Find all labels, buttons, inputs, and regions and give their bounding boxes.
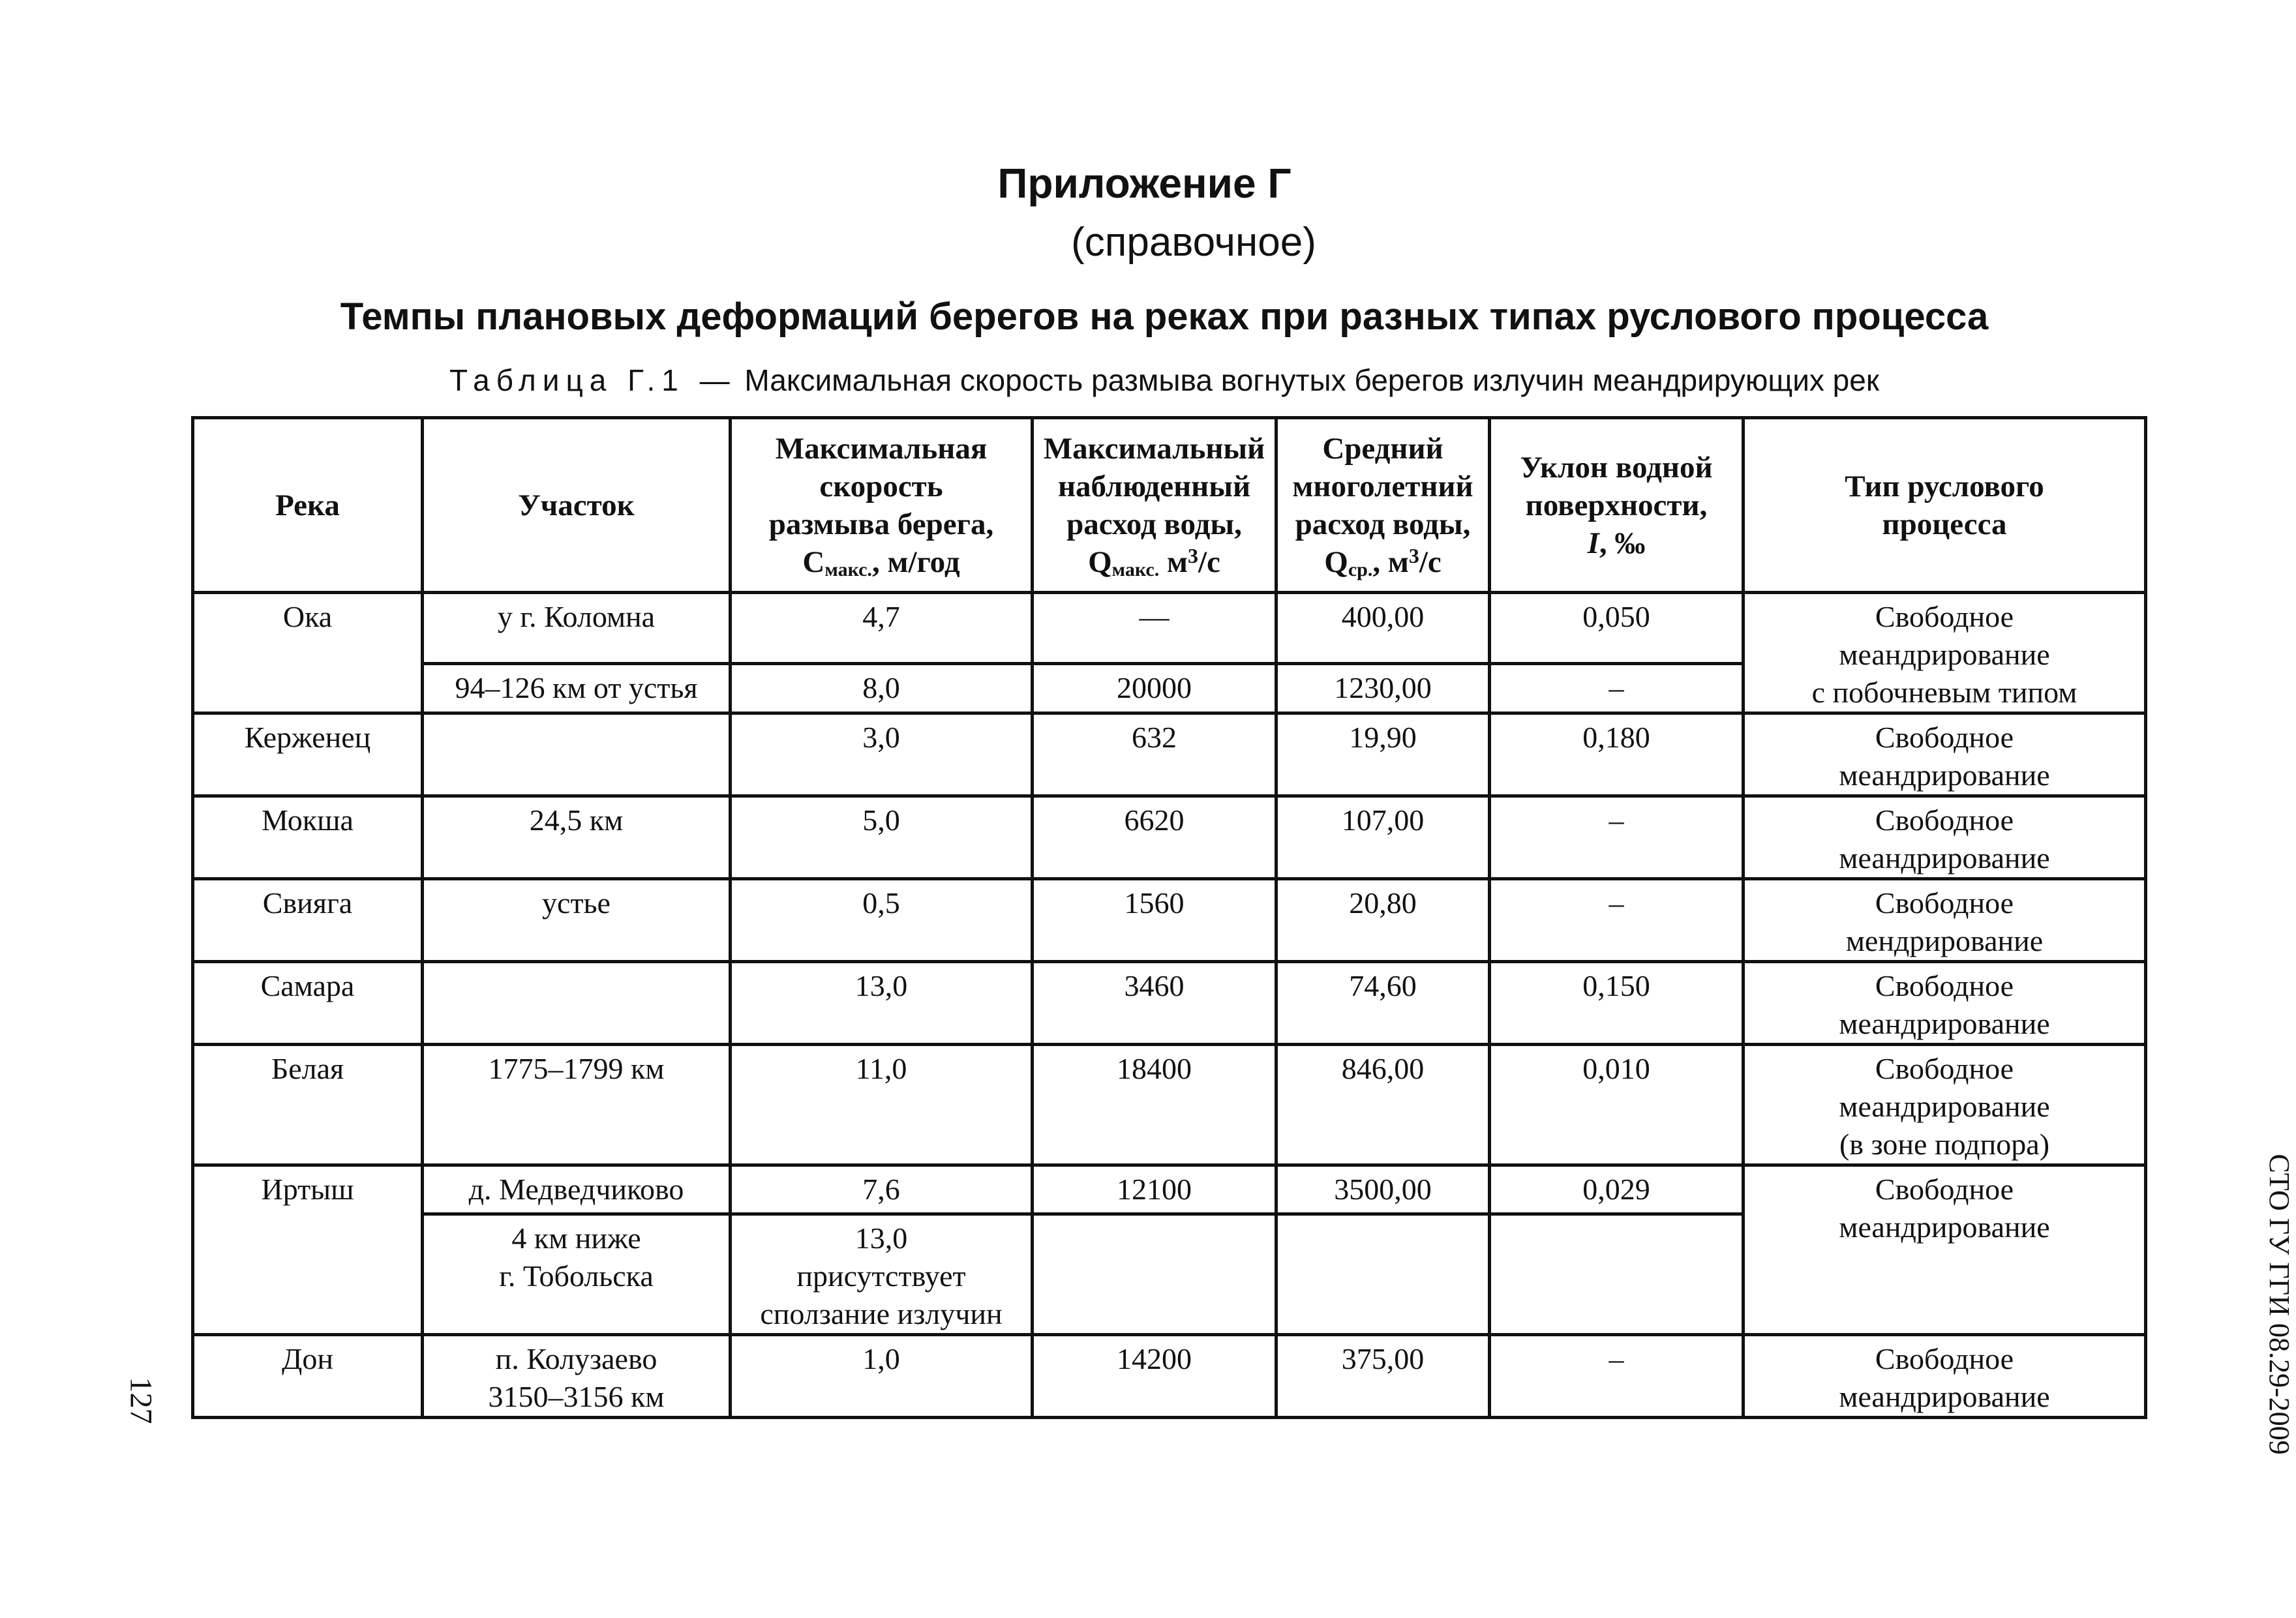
speed-cell: 8,0 [731, 663, 1033, 713]
slope-cell: 0,029 [1490, 1165, 1744, 1214]
header-slope-line: Уклон водной [1520, 450, 1713, 485]
max-discharge-cell: 18400 [1033, 1045, 1276, 1165]
section-cell [423, 713, 731, 796]
section-cell [423, 1335, 731, 1418]
header-maxq-line: Максимальный [1043, 431, 1265, 466]
process-type-line: (в зоне подпора) [1839, 1128, 2050, 1161]
header-avgq-superscript: 3 [1408, 543, 1419, 567]
speed-line: сползание излучин [760, 1297, 1003, 1330]
header-slope-line: поверхности, [1525, 488, 1708, 522]
process-type-line: Свободное [1875, 1052, 2014, 1085]
table-row [193, 962, 2146, 1045]
speed-cell: 0,5 [731, 879, 1033, 962]
table-row [193, 1165, 2146, 1214]
process-type-cell [1744, 713, 2146, 796]
table-caption-text: Максимальная скорость размыва вогнутых берегов излучин меандрирующих рек [744, 363, 1879, 397]
process-type-line: меандрирование [1839, 1210, 2050, 1244]
header-speed [731, 418, 1033, 593]
header-speed-line: размыва берега, [768, 507, 994, 541]
header-maxq-line: наблюденный [1057, 469, 1251, 503]
speed-cell: 4,7 [731, 593, 1033, 664]
header-max-discharge [1033, 418, 1276, 593]
process-type-cell [1744, 796, 2146, 879]
section-cell: 1775–1799 км [423, 1045, 731, 1165]
section-line: г. Тобольска [499, 1259, 654, 1293]
appendix-title: Приложение Г [997, 160, 1292, 207]
section-heading: Темпы плановых деформаций берегов на реках при разных типах руслового процесса [340, 295, 1989, 338]
max-discharge-cell: 14200 [1033, 1335, 1276, 1418]
table-label: Таблица Г.1 — [449, 363, 736, 397]
process-type-cell [1744, 879, 2146, 962]
process-type-line: Свободное [1875, 886, 2014, 920]
speed-cell: 7,6 [731, 1165, 1033, 1214]
speed-cell: 1,0 [731, 1335, 1033, 1418]
avg-discharge-cell: 20,80 [1276, 879, 1490, 962]
river-cell: Керженец [193, 713, 423, 796]
max-discharge-cell: 3460 [1033, 962, 1276, 1045]
avg-discharge-cell: 375,00 [1276, 1335, 1490, 1418]
section-cell: 24,5 км [423, 796, 731, 879]
table-header-row [193, 418, 2146, 593]
avg-discharge-cell: 846,00 [1276, 1045, 1490, 1165]
process-type-line: Свободное [1875, 600, 2014, 633]
header-maxq-unit: м [1159, 545, 1188, 579]
table-row [193, 1335, 2146, 1418]
section-cell: устье [423, 879, 731, 962]
process-type-line: меандрирование [1839, 1007, 2050, 1040]
river-cell: Мокша [193, 796, 423, 879]
slope-cell: – [1490, 663, 1744, 713]
process-type-line: с побочневым типом [1811, 676, 2077, 709]
speed-line: присутствует [796, 1259, 966, 1293]
header-speed-symbol: C [802, 545, 825, 579]
slope-cell: – [1490, 879, 1744, 962]
header-maxq-tail: /с [1198, 545, 1220, 579]
appendix-subtitle: (справочное) [1071, 220, 1316, 265]
section-line: 4 км ниже [511, 1221, 641, 1255]
max-discharge-cell: 20000 [1033, 663, 1276, 713]
header-maxq-subscript: макс. [1111, 558, 1160, 580]
section-line: 3150–3156 км [488, 1380, 665, 1413]
slope-cell: – [1490, 796, 1744, 879]
header-type-line: процесса [1882, 507, 2007, 541]
process-type-line: Свободное [1875, 803, 2014, 837]
max-discharge-cell: 12100 [1033, 1165, 1276, 1214]
process-type-line: меандрирование [1839, 638, 2050, 671]
header-speed-unit: , м/год [871, 545, 960, 579]
speed-line: 13,0 [854, 1221, 908, 1255]
process-type-line: мендрирование [1845, 924, 2044, 957]
process-type-cell [1744, 1045, 2146, 1165]
slope-cell: 0,180 [1490, 713, 1744, 796]
header-avgq-line: расход воды, [1295, 507, 1471, 541]
process-type-cell [1744, 1335, 2146, 1418]
header-maxq-line: расход воды, [1066, 507, 1242, 541]
header-avgq-unit: , м [1372, 545, 1409, 579]
header-avgq-symbol: Q [1324, 545, 1348, 579]
river-cell: Белая [193, 1045, 423, 1165]
section-cell: д. Медведчиково [423, 1165, 731, 1214]
max-discharge-cell [1033, 1214, 1276, 1335]
process-type-cell [1744, 962, 2146, 1045]
process-type-line: меандрирование [1839, 841, 2050, 875]
avg-discharge-cell: 107,00 [1276, 796, 1490, 879]
avg-discharge-cell: 400,00 [1276, 593, 1490, 664]
section-line: п. Колузаево [495, 1342, 657, 1375]
table-caption [189, 363, 2139, 398]
page-number: 127 [123, 1377, 159, 1424]
header-maxq-symbol: Q [1088, 545, 1112, 579]
max-discharge-cell: 632 [1033, 713, 1276, 796]
river-cell: Самара [193, 962, 423, 1045]
slope-cell: 0,050 [1490, 593, 1744, 664]
header-slope-unit: , ‰ [1599, 526, 1646, 560]
header-avgq-subscript: ср. [1348, 558, 1373, 580]
speed-cell [731, 1214, 1033, 1335]
table-row [193, 879, 2146, 962]
process-type-line: Свободное [1875, 1342, 2014, 1375]
process-type-line: Свободное [1875, 1173, 2014, 1206]
table-row [193, 1045, 2146, 1165]
header-avgq-line: многолетний [1292, 469, 1473, 503]
header-speed-line: скорость [819, 469, 943, 503]
river-cell: Ока [193, 593, 423, 713]
slope-cell: 0,010 [1490, 1045, 1744, 1165]
header-avg-discharge [1276, 418, 1490, 593]
process-type-line: меандрирование [1839, 758, 2050, 792]
slope-cell: 0,150 [1490, 962, 1744, 1045]
process-type-cell [1744, 593, 2146, 713]
process-type-cell [1744, 1165, 2146, 1335]
table-row [193, 796, 2146, 879]
header-slope-symbol: I [1587, 526, 1599, 560]
slope-cell [1490, 1214, 1744, 1335]
speed-cell: 11,0 [731, 1045, 1033, 1165]
slope-cell: – [1490, 1335, 1744, 1418]
section-cell: 94–126 км от устья [423, 663, 731, 713]
table-row [193, 593, 2146, 664]
max-discharge-cell: 6620 [1033, 796, 1276, 879]
header-slope [1490, 418, 1744, 593]
section-cell [423, 962, 731, 1045]
process-type-line: меандрирование [1839, 1380, 2050, 1413]
header-avgq-tail: /с [1419, 545, 1442, 579]
avg-discharge-cell: 74,60 [1276, 962, 1490, 1045]
process-type-line: меандрирование [1839, 1090, 2050, 1123]
river-cell: Свияга [193, 879, 423, 962]
river-cell: Иртыш [193, 1165, 423, 1335]
header-process-type [1744, 418, 2146, 593]
river-cell: Дон [193, 1335, 423, 1418]
avg-discharge-cell: 1230,00 [1276, 663, 1490, 713]
avg-discharge-cell [1276, 1214, 1490, 1335]
max-discharge-cell: 1560 [1033, 879, 1276, 962]
speed-cell: 3,0 [731, 713, 1033, 796]
header-speed-line: Максимальная [775, 431, 988, 466]
header-avgq-line: Средний [1322, 431, 1443, 466]
header-river: Река [193, 418, 423, 593]
avg-discharge-cell: 19,90 [1276, 713, 1490, 796]
header-type-line: Тип руслового [1845, 469, 2044, 503]
header-maxq-superscript: 3 [1188, 543, 1198, 567]
speed-cell: 13,0 [731, 962, 1033, 1045]
max-discharge-cell: — [1033, 593, 1276, 664]
process-type-line: Свободное [1875, 721, 2014, 754]
avg-discharge-cell: 3500,00 [1276, 1165, 1490, 1214]
section-cell: у г. Коломна [423, 593, 731, 664]
standard-code: СТО ГУ ГГИ 08.29-2009 [2263, 1154, 2295, 1455]
header-speed-subscript: макс. [824, 558, 872, 580]
erosion-table [191, 416, 2147, 1419]
process-type-line: Свободное [1875, 969, 2014, 1002]
section-cell [423, 1214, 731, 1335]
speed-cell: 5,0 [731, 796, 1033, 879]
header-section: Участок [423, 418, 731, 593]
table-row [193, 713, 2146, 796]
